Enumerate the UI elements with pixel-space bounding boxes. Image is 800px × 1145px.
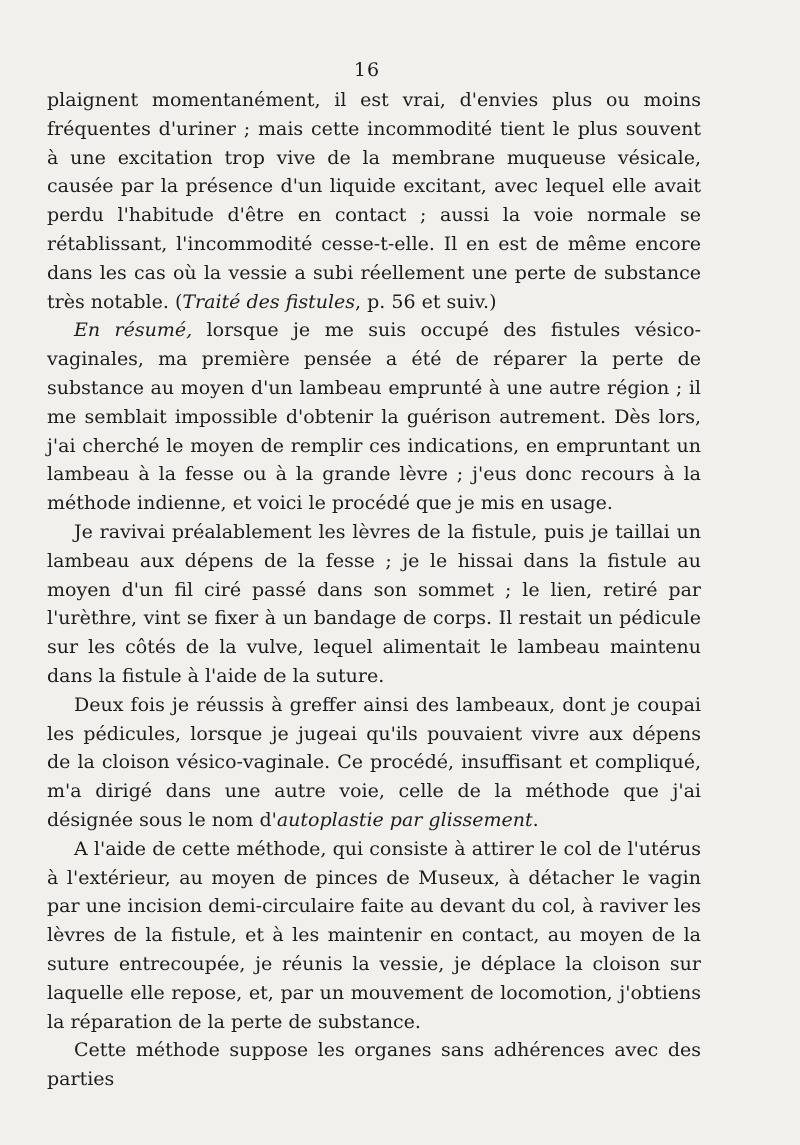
- paragraph-3-text: Je ravivai préalablement les lèvres de la fistule, puis je taillai un lambeau aux dépens de la fesse ; je le hissai dans la fistule au moyen d'un fil ciré passé dans son sommet ; le lien, retiré par l'urèthre, vint se fixer à un bandage de corps. Il restait un pédicule sur les côtés de la vulve, lequel alimentait le lambeau maintenu dans la fistule à l'aide de la suture.: [47, 520, 701, 687]
- paragraph-6-text: Cette méthode suppose les organes sans adhérences avec des parties: [47, 1039, 701, 1091]
- paragraph-4-italic-reference: autoplastie par glissement: [276, 808, 533, 831]
- paragraph-2: [47, 316, 701, 518]
- paragraph-1-text: plaignent momentanément, il est vrai, d'envies plus ou moins fréquentes d'uriner ; mais cette incommodité tient le plus souvent à une excitation trop vive de la membrane muqueuse vésicale, causée par la présence d'un liquide excitant, avec lequel elle avait perdu l'habitude d'être en contact ; aussi la voie normale se rétablissant, l'incommodité cesse-t-elle. Il en est de même encore dans les cas où la vessie a subi réellement une perte de substance très notable. (: [47, 89, 701, 313]
- page-number: 16: [353, 59, 381, 81]
- paragraph-1-tail: , p. 56 et suiv.): [355, 290, 497, 313]
- paragraph-4: [47, 691, 701, 835]
- paragraph-1-italic-reference: Traité des fistules: [182, 290, 356, 313]
- paragraph-3: [47, 518, 701, 691]
- body-text: [47, 86, 701, 1094]
- paragraph-2-italic-lead: En résumé,: [74, 319, 193, 342]
- paragraph-5-text: A l'aide de cette méthode, qui consiste à attirer le col de l'utérus à l'extérieur, au moyen de pinces de Museux, à détacher le vagin par une incision demi-circulaire faite au devant du col, à raviver les lèvres de la fistule, et à les maintenir en contact, au moyen de la suture entrecoupée, je réunis la vessie, je déplace la cloison sur laquelle elle repose, et, par un mouvement de locomotion, j'obtiens la réparation de la perte de substance.: [47, 837, 701, 1033]
- paragraph-5: [47, 835, 701, 1037]
- paragraph-1: [47, 86, 701, 316]
- paragraph-4-text: Deux fois je réussis à greffer ainsi des lambeaux, dont je coupai les pédicules, lorsque je jugeai qu'ils pouvaient vivre aux dépens de la cloison vésico-vaginale. Ce procédé, insuffisant et compliqué, m'a dirigé dans une autre voie, celle de la méthode que j'ai désignée sous le nom d': [47, 693, 701, 831]
- paragraph-4-tail: .: [532, 808, 539, 831]
- paragraph-2-text: lorsque je me suis occupé des fistules vésico-vaginales, ma première pensée a été de réparer la perte de substance au moyen d'un lambeau emprunté à une autre région ; il me semblait impossible d'obtenir la guérison autrement. Dès lors, j'ai cherché le moyen de remplir ces indications, en empruntant un lambeau à la fesse ou à la grande lèvre ; j'eus donc recours à la méthode indienne, et voici le procédé que je mis en usage.: [47, 319, 701, 515]
- paragraph-6: [47, 1036, 701, 1094]
